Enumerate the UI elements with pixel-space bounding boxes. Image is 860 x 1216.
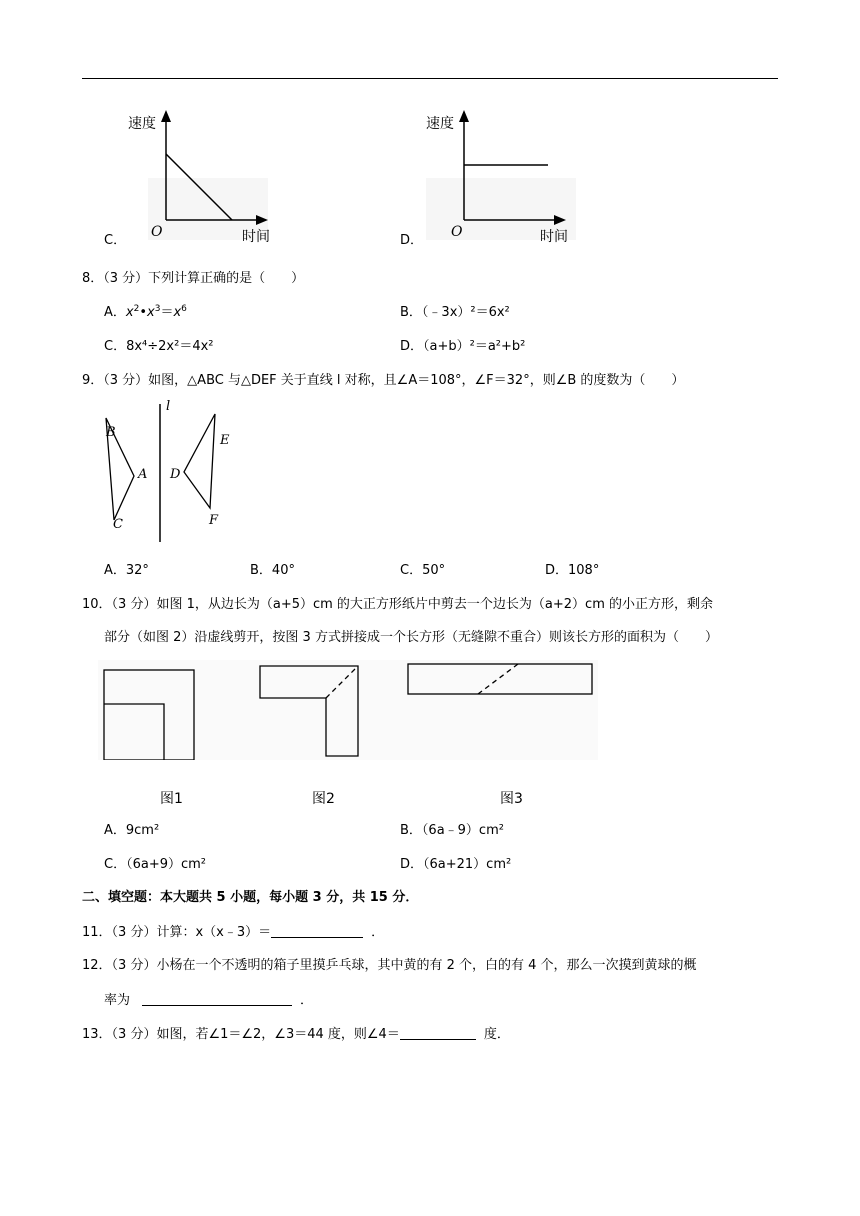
y-axis-label-d: 速度 <box>426 116 454 132</box>
section-2-title: 二、填空题：本大题共 5 小题，每小题 3 分，共 15 分． <box>82 890 419 905</box>
q8-a-var3: x <box>173 305 182 320</box>
origin-label-c: O <box>151 224 163 240</box>
question-8-stem: 8．（3 分）下列计算正确的是（ ） <box>82 271 305 286</box>
q8-option-b: B．（﹣3x）²＝6x² <box>400 305 510 320</box>
question-9-stem: 9．（3 分）如图，△ABC 与△DEF 关于直线 l 对称，且∠A＝108°，∠F＝32°，则∠B 的度数为（ ） <box>82 373 685 388</box>
q8-a-exp3: 6 <box>181 304 187 314</box>
question-11-text: 11．（3 分）计算：x（x﹣3）＝ <box>82 925 272 940</box>
q8-option-c: C．8x⁴÷2x²＝4x² <box>104 339 214 354</box>
figure-2-caption: 图2 <box>312 791 335 807</box>
question-12-line2 <box>104 991 313 1010</box>
vertex-b-label: B <box>106 425 116 440</box>
vertex-c-label: C <box>113 517 123 532</box>
vertex-d-label: D <box>170 467 181 482</box>
question-10-stem-line2: 部分（如图 2）沿虚线剪开，按图 3 方式拼接成一个长方形（无缝隙不重合）则该长方形的面积为（ ） <box>104 630 718 645</box>
y-axis-label-c: 速度 <box>128 116 156 132</box>
q13-end: 度． <box>483 1027 510 1042</box>
q8-a-var2: x <box>147 305 155 320</box>
q8-option-d: D．（a+b）²＝a²+b² <box>400 339 526 354</box>
q8-a-eq: ＝ <box>160 305 174 320</box>
option-d-label: D． <box>400 233 424 248</box>
q8-a-exp1: 2 <box>133 304 140 314</box>
square-cut-figures <box>98 660 598 760</box>
q10-option-a: A．9cm² <box>104 823 160 838</box>
q9-option-d: D．108° <box>545 563 600 578</box>
question-13 <box>82 1025 510 1044</box>
q10-option-d: D．（6a+21）cm² <box>400 857 512 872</box>
question-13-text: 13．（3 分）如图，若∠1＝∠2，∠3＝44 度，则∠4＝ <box>82 1027 400 1042</box>
question-12-line1: 12．（3 分）小杨在一个不透明的箱子里摸乒乓球，其中黄的有 2 个，白的有 4 个，那么一次摸到黄球的概 <box>82 958 697 973</box>
q8-option-a-prefix: A． <box>104 305 126 320</box>
question-10-stem-line1: 10．（3 分）如图 1，从边长为（a+5）cm 的大正方形纸片中剪去一个边长为（a+2）cm 的小正方形，剩余 <box>82 597 713 612</box>
figure-1-caption: 图1 <box>160 791 183 807</box>
vertex-e-label: E <box>220 433 230 448</box>
q10-option-c: C．（6a+9）cm² <box>104 857 207 872</box>
header-rule <box>82 78 778 79</box>
q8-option-a <box>104 304 187 322</box>
x-axis-label-d: 时间 <box>540 229 568 245</box>
vertex-a-label: A <box>138 467 148 482</box>
option-c-label: C． <box>104 233 127 248</box>
q8-a-dot: • <box>139 305 148 320</box>
q9-option-c: C．50° <box>400 563 446 578</box>
q9-option-b: B．40° <box>250 563 295 578</box>
question-11 <box>82 923 384 942</box>
x-axis-label-c: 时间 <box>242 229 270 245</box>
origin-label-d: O <box>451 224 463 240</box>
q12-end: ． <box>300 993 314 1008</box>
figure-3-caption: 图3 <box>500 791 523 807</box>
vertex-f-label: F <box>209 513 219 528</box>
q9-option-a: A．32° <box>104 563 149 578</box>
q10-option-b: B．（6a﹣9）cm² <box>400 823 504 838</box>
q12-answer-blank[interactable] <box>142 991 292 1006</box>
q11-answer-blank[interactable] <box>271 923 363 938</box>
q11-end: ． <box>371 925 385 940</box>
question-12-line2-text: 率为 <box>104 993 131 1008</box>
q13-answer-blank[interactable] <box>400 1025 476 1040</box>
q8-a-exp2: 3 <box>154 304 161 314</box>
q8-a-var1: x <box>125 305 134 320</box>
line-l-label: l <box>166 399 171 414</box>
